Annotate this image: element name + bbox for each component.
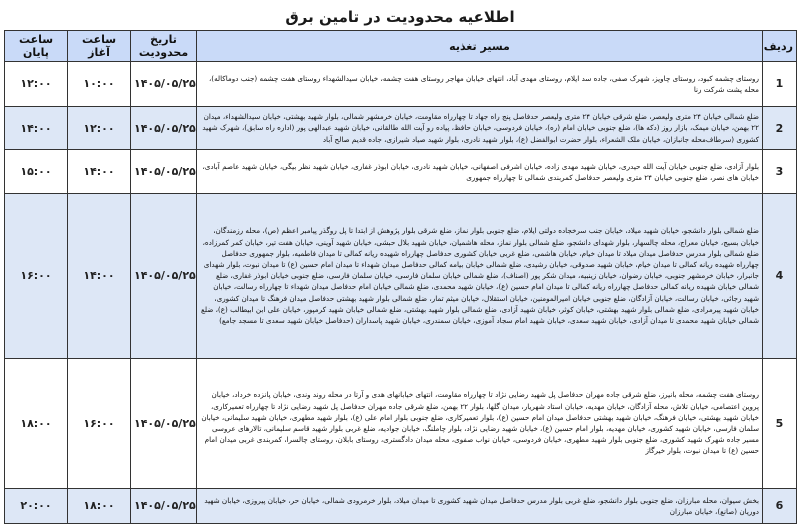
header-end-time: ساعت پایان — [5, 31, 68, 62]
row-date: ۱۴۰۵/۰۵/۲۵ — [131, 106, 197, 150]
row-number: 1 — [763, 62, 797, 107]
row-start-time: ۱۲:۰۰ — [68, 106, 131, 150]
header-row — [5, 31, 797, 62]
table-row — [5, 150, 797, 194]
row-date: ۱۴۰۵/۰۵/۲۵ — [131, 150, 197, 194]
row-number: 6 — [763, 488, 797, 523]
row-date: ۱۴۰۵/۰۵/۲۵ — [131, 194, 197, 358]
row-end-time: ۱۶:۰۰ — [5, 194, 68, 358]
row-route: بلوار آزادی، ضلع جنوبی خیابان آیت الله حیدری، خیابان شهید مهدی زاده، خیابان اشرفی اصفهانی، خیابان شهید نادری، خیابان ابوذر غفاری، خیابان شهید نظر بیگی، خیابان شهید عاصم آبادی، خیابان های نصر، ضلع جنوبی خیابان ۲۴ متری ولیعصر حدفاصل کمربندی شمالی تا چهارراه جمهوری — [197, 150, 763, 194]
row-end-time: ۱۴:۰۰ — [5, 106, 68, 150]
row-date: ۱۴۰۵/۰۵/۲۵ — [131, 62, 197, 107]
header-start-time: ساعت آغاز — [68, 31, 131, 62]
outage-table — [4, 30, 797, 524]
row-number: 4 — [763, 194, 797, 358]
table-row — [5, 194, 797, 358]
row-start-time: ۱۶:۰۰ — [68, 358, 131, 488]
row-route: روستای هفت چشمه، محله بانیرز، ضلع شرقی جاده مهران حدفاصل پل شهید رضایی نژاد تا چهارراه مقاومت، انتهای خیابانهای هدی و آرتا در محله روند وندی، خیابان پانزده خرداد، خیابان پروین اعتصامی، خیابان تلاش، محله آزادگان، خیابان مهدیه، خیابان استاد شهریار، میدان گلها، بلوار ۲۲ بهمن، ضلع شرقی جاده مهران حدفاصل پل شهید رضایی نژاد تا چهارراه تعمیرکاری، خیابان شهید بهشتی، خیابان فرهنگ، خیابان شهید بهشتی حدفاصل میدان امام حسین (ع)، بلوار تعمیرکاری، ضلع جنوبی بلوار امام علی (ع)، بلوار شهید مطهری، خیابان شهید سلیمانی، خیابان سلمان فارسی، خیابان شهید کشوری، خیابان مهدیه، بلوار امام حسین (ع)، خیابان شهید رضایی نژاد، بلوار چاملنگ، خیابان جوادیه، ضلع غربی بلوار شهید قاسم سلیمانی، تالارهای عروسی مسیر جاده شهرک شهید کشوری، ضلع جنوبی بلوار شهید مطهری، خیابان فردوسی، خیابان نواب صفوی، محله میدان دادگستری، روستای بابلان، روستای چالسرا، کمربندی غربی میدان امام حسین (ع) تا میدان نبوت، بلوار خیرگاز — [197, 358, 763, 488]
row-route: ضلع شمالی خیابان ۲۴ متری ولیعصر، ضلع شرقی خیابان ۲۴ متری ولیعصر حدفاصل پنج راه جهاد تا چهارراه مقاومت، خیابان خرمشهر شمالی، بلوار شهید بهشتی، خیابان سیدالشهداء، میدان ۲۲ بهمن، خیابان میمک، بازار روز (دکه ها)، ضلع جنوبی خیابان امام (ره)، خیابان فردوسی، خیابان حافظ، پیاده رو آیت الله طالقانی، خیابان شهید عبدالهی پور (اداره راه سابق)، شهرک شهید کشوری (سرطاف‌محله جانبازان، خیابان ملک الشعراء، بلوار حضرت ابوالفضل (ع)، بلوار شهید نادری، بلوار شهید صیاد شیرازی، جاده قدیم صالح آباد — [197, 106, 763, 150]
page-title: اطلاعیه محدودیت در تامین برق — [285, 8, 515, 26]
header-date: تاریخ محدودیت — [131, 31, 197, 62]
row-end-time: ۱۵:۰۰ — [5, 150, 68, 194]
row-number: 3 — [763, 150, 797, 194]
table-row — [5, 106, 797, 150]
table-row — [5, 358, 797, 488]
row-start-time: ۱۸:۰۰ — [68, 488, 131, 523]
row-number: 5 — [763, 358, 797, 488]
row-route: ضلع شمالی بلوار دانشجو، خیابان شهید میلاد، خیابان جنب سرخجاده دولتی ایلام، ضلع جنوبی بلوار نماز، ضلع شرقی بلوار پژوهش از ابتدا تا پل روگذر پیامبر اعظم (ص)، محله رزمندگان، خیابان بسیج، خیابان معراج، محله چالسهار، بلوار شهدای دانشجو، ضلع شمالی بلوار نماز، محله هاشمیان، خیابان شهید بلال حبشی، خیابان شهید آوینی، خیابان هفت تیر، خیابان کمر کمرزاده، ضلع شمالی بلوار مدرس حدفاصل میدان میلاد تا میدان خیام، خیابان هاشمی، ضلع غربی خیابان کشوری حدفاصل چهارراه شهیده ریانه کمالی تا میدان فاطمیه، بلوار جمهوری حدفاصل چهارراه شهیده ریانه کمالی تا میدان خیام، خیابان شهید صدوقی، خیابان رشیدی، ضلع شمالی خیابان بیامه کمالی حدفاصل میدان شهداء تا میدان امام حسین (ع) تا میدان نبوت، بلوار شهدای جانبرار، خیابان خرمشهر جنوبی، خیابان رضوان، خیابان زینبیه، میدان شکر پور (اصناف)، ضلع شمالی خیابان سلمان فارسی، خیابان سلمان فارسی، ضلع جنوبی خیابان ابوذر غفاری، ضلع شمالی خیابان شهیده ریانه کمالی حدفاصل چهارراه ریانه کمالی تا میدان امام حسین (ع)، خیابان شهید محمدی، ضلع شمالی خیابان امام حدفاصل میدان شهداء تا چهارراه رسالت، خیابان شهید رجائی، خیابان رسالت، خیابان آزادگان، ضلع جنوبی خیابان امیرالمومنین، خیابان استقلال، خیابان میثم تمار، ضلع شمالی بلوار شهید بهشتی حدفاصل میدان فرهنگ تا میدان کشوری، خیابان شهید پیرمرادی، ضلع شمالی بلوار شهید بهشتی، خیابان کوثر، خیابان شهید آزادی، ضلع شمالی بلوار شهید بهشتی، ضلع شمالی خیابان شهید کرمپور، خیابان علی ابن ابیطالب (ع)، ضلع شمالی خیابان شهید محمدی تا میدان آزادی، خیابان شهید سعدی، خیابان شهید امام سجاد آموزی، خیابان سمندری، خیابان شهید پاسداران (حدفاصل خیابان شهید سعدی تا مسجد جامع) — [197, 194, 763, 358]
row-date: ۱۴۰۵/۰۵/۲۵ — [131, 488, 197, 523]
row-start-time: ۱۰:۰۰ — [68, 62, 131, 107]
header-route: مسیر تغذیه — [197, 31, 763, 62]
row-start-time: ۱۴:۰۰ — [68, 194, 131, 358]
row-end-time: ۲۰:۰۰ — [5, 488, 68, 523]
table-row — [5, 62, 797, 107]
row-start-time: ۱۴:۰۰ — [68, 150, 131, 194]
table-row — [5, 488, 797, 523]
row-end-time: ۱۲:۰۰ — [5, 62, 68, 107]
row-route: روستای چشمه کبود، روستای چاویز، شهرک صفی، جاده سد ایلام، روستای مهدی آباد، انتهای خیابان مهاجر روستای هفت چشمه، خیابان سیدالشهداء روستای هفت چشمه (جنب دوماکاله)، محله پشت شرکت رنا — [197, 62, 763, 107]
row-date: ۱۴۰۵/۰۵/۲۵ — [131, 358, 197, 488]
row-end-time: ۱۸:۰۰ — [5, 358, 68, 488]
row-number: 2 — [763, 106, 797, 150]
row-route: بخش سیوان، محله مبارزان، ضلع جنوبی بلوار دانشجو، ضلع غربی بلوار مدرس حدفاصل میدان شهید کشوری تا میدان میلاد، بلوار خرمرودی شمالی، خیابان حر، خیابان پیروزی، خیابان شهید دوریان (صانع)، خیابان مبارزان — [197, 488, 763, 523]
header-row-no: ردیف — [763, 31, 797, 62]
